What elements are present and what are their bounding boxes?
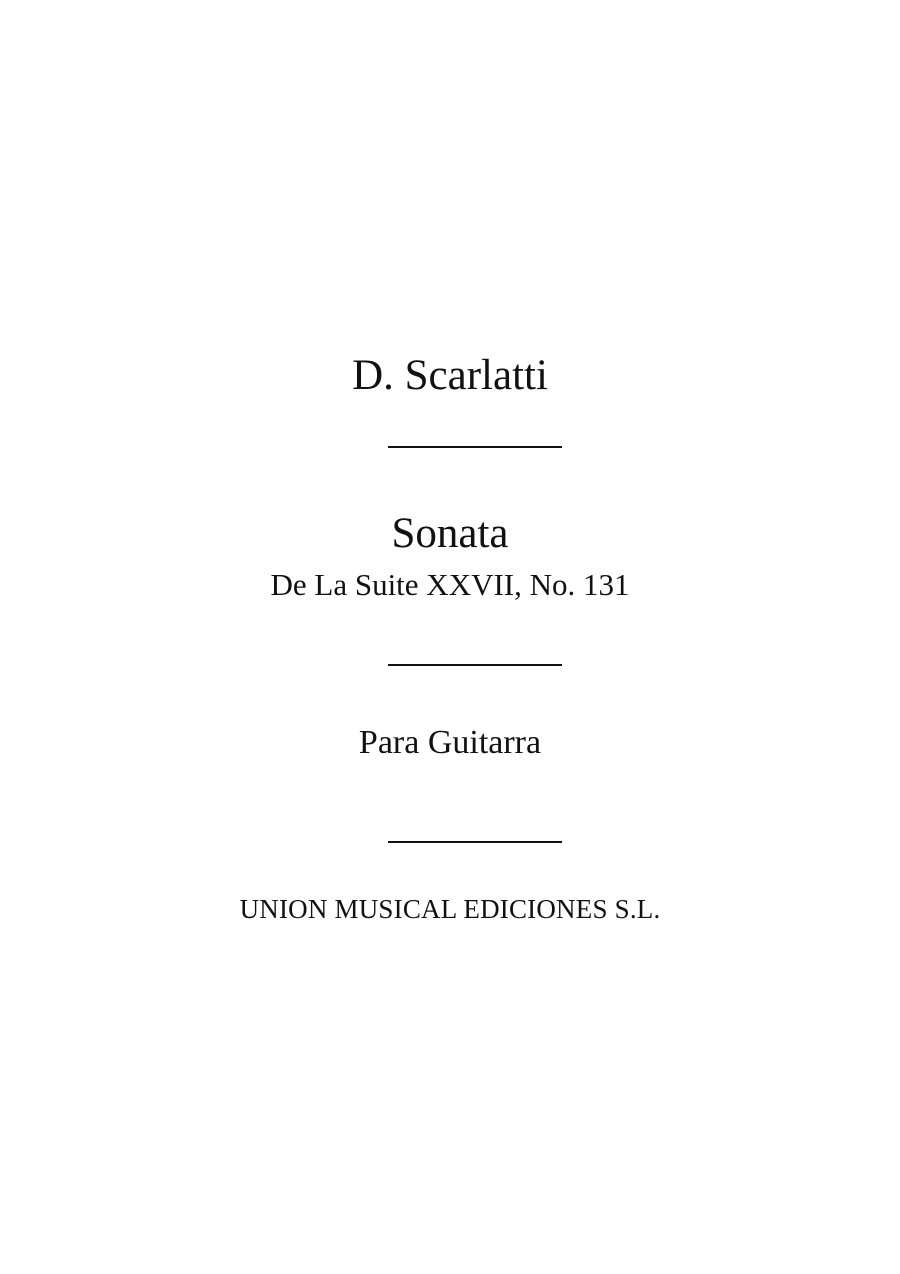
- publisher-name: UNION MUSICAL EDICIONES S.L.: [239, 894, 661, 924]
- divider-rule: [388, 446, 562, 448]
- work-subtitle: De La Suite XXVII, No. 131: [270, 567, 630, 602]
- divider-rule: [388, 841, 562, 843]
- work-title: Sonata: [391, 510, 509, 557]
- instrument-label: Para Guitarra: [358, 724, 542, 761]
- divider-rule: [388, 664, 562, 666]
- composer-name: D. Scarlatti: [352, 352, 548, 399]
